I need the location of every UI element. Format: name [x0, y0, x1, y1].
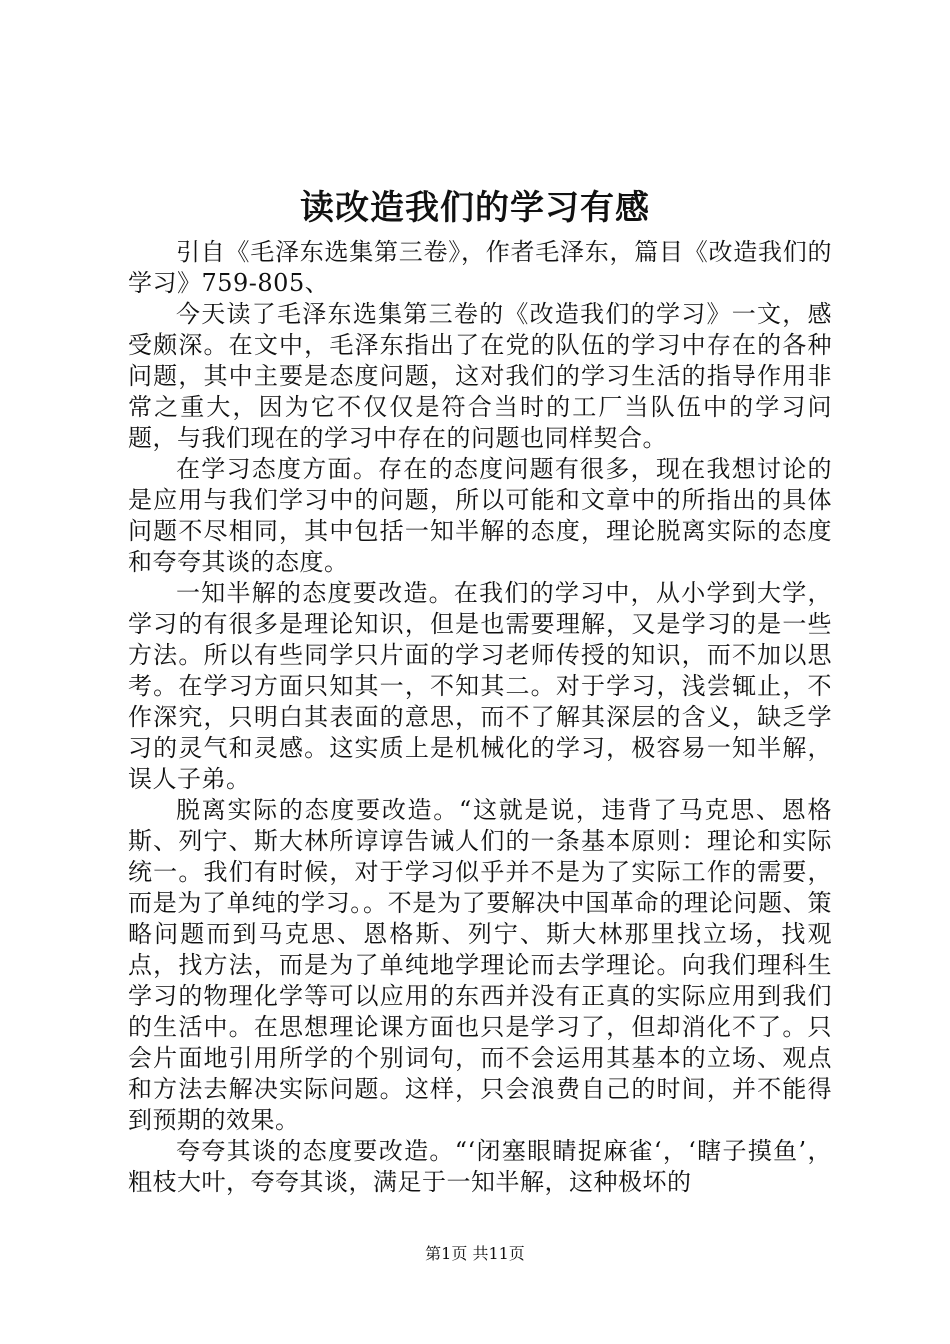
paragraph-empty-talk: 夸夸其谈的态度要改造。“‘闭塞眼睛捉麻雀‘，‘瞎子摸鱼’，粗枝大叶，夸夸其谈，满足于一知半解，这种极坏的	[128, 1137, 832, 1196]
document-title: 读改造我们的学习有感	[300, 188, 650, 228]
paragraph-intro: 今天读了毛泽东选集第三卷的《改造我们的学习》一文，感受颇深。在文中，毛泽东指出了在党的队伍的学习中存在的各种问题，其中主要是态度问题，这对我们的学习生活的指导作用非常之重大，因为它不仅仅是符合当时的工厂当队伍中的学习问题，与我们现在的学习中存在的问题也同样契合。	[128, 300, 832, 452]
paragraph-source: 引自《毛泽东选集第三卷》，作者毛泽东，篇目《改造我们的学习》759-805、	[128, 238, 832, 297]
document-body	[128, 237, 832, 1198]
paragraph-superficial: 一知半解的态度要改造。在我们的学习中，从小学到大学，学习的有很多是理论知识，但是也需要理解，又是学习的是一些方法。所以有些同学只片面的学习老师传授的知识，而不加以思考。在学习方面只知其一，不知其二。对于学习，浅尝辄止，不作深究，只明白其表面的意思，而不了解其深层的含义，缺乏学习的灵气和灵感。这实质上是机械化的学习，极容易一知半解，误人子弟。	[128, 579, 832, 793]
paragraph-practice: 脱离实际的态度要改造。“这就是说，违背了马克思、恩格斯、列宁、斯大林所谆谆告诫人们的一条基本原则：理论和实际统一。我们有时候，对于学习似乎并不是为了实际工作的需要，而是为了单纯的学习。。不是为了要解决中国革命的理论问题、策略问题而到马克思、恩格斯、列宁、斯大林那里找立场，找观点，找方法，而是为了单纯地学理论而去学理论。向我们理科生学习的物理化学等可以应用的东西并没有正真的实际应用到我们的生活中。在思想理论课方面也只是学习了，但却消化不了。只会片面地引用所学的个别词句，而不会运用其基本的立场、观点和方法去解决实际问题。这样，只会浪费自己的时间，并不能得到预期的效果。	[128, 796, 832, 1134]
paragraph-attitude: 在学习态度方面。存在的态度问题有很多，现在我想讨论的是应用与我们学习中的问题，所以可能和文章中的所指出的具体问题不尽相同，其中包括一知半解的态度，理论脱离实际的态度和夸夸其谈的态度。	[128, 455, 832, 576]
page-number: 第1页 共11页	[425, 1244, 525, 1263]
